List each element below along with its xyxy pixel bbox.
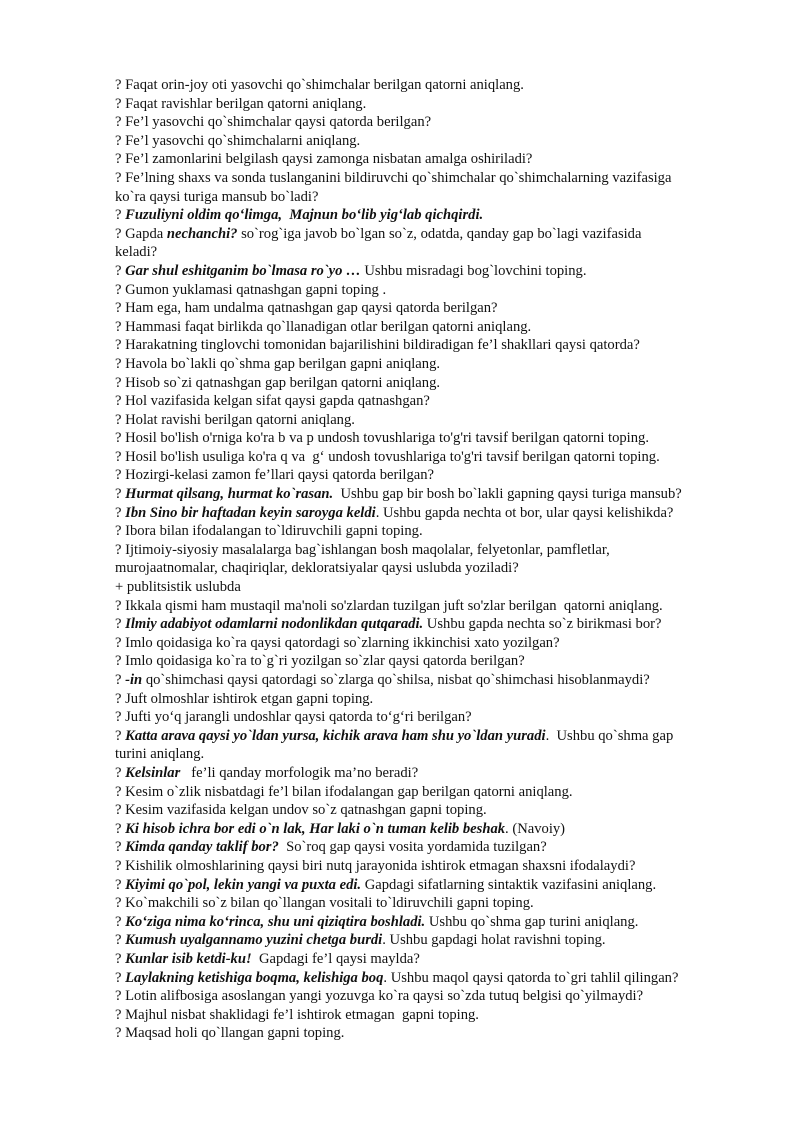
text-segment: ? Faqat ravishlar berilgan qatorni aniqlang. xyxy=(115,95,367,112)
question-line xyxy=(115,113,755,132)
question-line xyxy=(115,801,755,820)
text-segment: ? Hisob so`zi qatnashgan gap berilgan qatorni aniqlang. xyxy=(115,374,441,391)
text-segment: ? xyxy=(115,504,126,521)
text-segment: ? Jufti yo‘q jarangli undoshlar qaysi qatorda to‘g‘ri berilgan? xyxy=(115,709,472,726)
bold-italic-text: Ibn Sino bir haftadan keyin saroyga keldi xyxy=(125,504,376,521)
text-segment: ? Faqat orin-joy oti yasovchi qo`shimchalar berilgan qatorni aniqlang. xyxy=(115,77,524,93)
question-line xyxy=(115,243,755,262)
text-segment: ? Lotin alifbosiga asoslangan yangi yozuvga ko`ra qaysi so`zda tutuq belgisi qo`yilmaydi? xyxy=(115,988,644,1005)
question-line xyxy=(115,485,755,504)
text-segment: ? xyxy=(115,207,126,224)
text-segment: ? xyxy=(115,727,126,744)
bold-italic-text: Kimda qanday taklif bor? xyxy=(125,839,279,856)
question-line xyxy=(115,597,755,616)
text-segment: ? Ibora bilan ifodalangan to`ldiruvchili gapni toping. xyxy=(115,523,423,540)
text-segment: ? Hozirgi-kelasi zamon fe’llari qaysi qatorda berilgan? xyxy=(115,467,435,484)
text-segment: ? Ikkala qismi ham mustaqil ma'noli so'zlardan tuzilgan juft so'zlar berilgan qatorni aniqlang. xyxy=(115,597,663,614)
bold-italic-text: Ilmiy adabiyot odamlarni nodonlikdan qutqaradi. xyxy=(125,616,424,633)
text-segment: Gapdagi sifatlarning sintaktik vazifasini aniqlang. xyxy=(361,876,657,893)
text-segment: ? xyxy=(115,932,126,949)
text-segment: so`rog`iga javob bo`lgan so`z, odatda, qanday gap bo`lagi vazifasida xyxy=(237,225,642,242)
question-line xyxy=(115,652,755,671)
text-segment: ? Hosil bo'lish o'rniga ko'ra b va p undosh tovushlariga to'g'ri tavsif berilgan qatorni toping. xyxy=(115,430,649,447)
text-segment: ? xyxy=(115,913,126,930)
bold-italic-text: -in xyxy=(125,672,143,688)
text-segment: + publitsistik uslubda xyxy=(115,579,241,596)
text-segment: Ushbu gap bir bosh bo`lakli gapning qaysi turiga mansub? xyxy=(333,486,682,503)
text-segment: ? Kishilik olmoshlarining qaysi biri nutq jarayonida ishtirok etmagan shaxsni ifodalaydi? xyxy=(115,857,636,874)
question-line xyxy=(115,876,755,895)
question-line xyxy=(115,188,755,207)
question-line xyxy=(115,634,755,653)
question-line xyxy=(115,225,755,244)
text-segment: ? xyxy=(115,764,126,781)
question-line xyxy=(115,262,755,281)
bold-italic-text: Kunlar isib ketdi-ku! xyxy=(125,950,252,967)
question-line xyxy=(115,913,755,932)
text-segment: fe’li qanday morfologik ma’no beradi? xyxy=(180,764,419,781)
question-line xyxy=(115,411,755,430)
question-line xyxy=(115,392,755,411)
question-line xyxy=(115,374,755,393)
question-line xyxy=(115,950,755,969)
text-segment: ? Fe’lning shaxs va sonda tuslanganini bildiruvchi qo`shimchalar qo`shimchalarning vazifasiga xyxy=(115,169,672,186)
document-page xyxy=(115,76,755,1043)
question-line xyxy=(115,727,755,746)
text-segment: Gapdagi fe’l qaysi maylda? xyxy=(251,950,420,967)
text-segment: ? xyxy=(115,950,126,967)
question-line xyxy=(115,838,755,857)
bold-italic-text: nechanchi? xyxy=(166,225,238,242)
text-segment: . Ushbu qo`shma gap xyxy=(545,727,674,744)
text-segment: ? Juft olmoshlar ishtirok etgan gapni toping. xyxy=(115,690,374,707)
question-line xyxy=(115,820,755,839)
bold-italic-text: Ko‘ziga nima ko‘rinca, shu uni qiziqtira boshladi. xyxy=(125,913,426,930)
text-segment: ? xyxy=(115,486,126,503)
question-line xyxy=(115,76,755,95)
text-segment: qo`shimchasi qaysi qatordagi so`zlarga qo`shilsa, nisbat qo`shimchasi hisoblanmaydi? xyxy=(142,672,650,688)
text-segment: ? xyxy=(115,839,126,856)
bold-italic-text: Kumush uyalgannamo yuzini chetga burdi xyxy=(125,932,383,949)
text-segment: Ushbu misradagi bog`lovchini toping. xyxy=(360,262,587,279)
question-line xyxy=(115,466,755,485)
text-segment: ? Maqsad holi qo`llangan gapni toping. xyxy=(115,1025,345,1042)
bold-italic-text: Laylakning ketishiga boqma, kelishiga boq xyxy=(125,969,384,986)
text-segment: turini aniqlang. xyxy=(115,746,205,763)
text-segment: ko`ra qaysi turiga mansub bo`ladi? xyxy=(115,188,319,205)
text-segment: ? xyxy=(115,616,126,633)
question-line xyxy=(115,132,755,151)
text-segment: ? Ham ega, ham undalma qatnashgan gap qaysi qatorda berilgan? xyxy=(115,300,498,317)
text-segment: ? Ko`makchili so`z bilan qo`llangan vositali to`ldiruvchili gapni toping. xyxy=(115,895,534,912)
question-line xyxy=(115,318,755,337)
text-segment: ? Gumon yuklamasi qatnashgan gapni toping . xyxy=(115,281,387,298)
question-line xyxy=(115,522,755,541)
question-line xyxy=(115,764,755,783)
question-line xyxy=(115,745,755,764)
bold-italic-text: Kelsinlar xyxy=(125,764,181,781)
question-line xyxy=(115,336,755,355)
text-segment: ? Hammasi faqat birlikda qo`llanadigan otlar berilgan qatorni aniqlang. xyxy=(115,318,532,335)
text-segment: ? xyxy=(115,820,126,837)
text-segment: . Ushbu gapdagi holat ravishni toping. xyxy=(382,932,606,949)
question-line xyxy=(115,783,755,802)
text-segment: ? xyxy=(115,876,126,893)
text-segment: . Ushbu maqol qaysi qatorda to`gri tahlil qilingan? xyxy=(383,969,679,986)
question-line xyxy=(115,615,755,634)
question-line xyxy=(115,206,755,225)
question-line xyxy=(115,578,755,597)
text-segment: ? Kesim o`zlik nisbatdagi fe’l bilan ifodalangan gap berilgan qatorni aniqlang. xyxy=(115,783,573,800)
text-segment: ? Fe’l yasovchi qo`shimchalar qaysi qatorda berilgan? xyxy=(115,114,432,131)
question-line xyxy=(115,931,755,950)
text-segment: ? Fe’l zamonlarini belgilash qaysi zamonga nisbatan amalga oshiriladi? xyxy=(115,151,533,168)
bold-italic-text: Gar shul eshitganim bo`lmasa ro`yo … xyxy=(125,262,361,279)
bold-italic-text: Ki hisob ichra bor edi o`n lak, Har laki o`n tuman kelib beshak xyxy=(125,820,506,837)
question-line xyxy=(115,671,755,690)
text-segment: ? Imlo qoidasiga ko`ra to`g`ri yozilgan so`zlar qaysi qatorda berilgan? xyxy=(115,653,525,670)
text-segment: ? xyxy=(115,969,126,986)
question-line xyxy=(115,987,755,1006)
text-segment: ? Imlo qoidasiga ko`ra qaysi qatordagi so`zlarning ikkinchisi xato yozilgan? xyxy=(115,634,560,651)
question-line xyxy=(115,281,755,300)
question-line xyxy=(115,969,755,988)
question-line xyxy=(115,150,755,169)
question-line xyxy=(115,690,755,709)
text-segment: ? Majhul nisbat shaklidagi fe’l ishtirok etmagan gapni toping. xyxy=(115,1006,479,1023)
text-segment: ? Havola bo`lakli qo`shma gap berilgan gapni aniqlang. xyxy=(115,355,441,372)
text-segment: ? Holat ravishi berilgan qatorni aniqlang. xyxy=(115,411,355,428)
text-segment: ? Hol vazifasida kelgan sifat qaysi gapda qatnashgan? xyxy=(115,393,430,410)
text-segment: ? xyxy=(115,672,126,688)
question-line xyxy=(115,541,755,560)
question-line xyxy=(115,708,755,727)
text-segment: ? Gapda xyxy=(115,225,167,242)
question-line xyxy=(115,894,755,913)
question-line xyxy=(115,857,755,876)
text-segment: Ushbu gapda nechta so`z birikmasi bor? xyxy=(423,616,662,633)
question-line xyxy=(115,355,755,374)
question-line xyxy=(115,504,755,523)
text-segment: ? Kesim vazifasida kelgan undov so`z qatnashgan gapni toping. xyxy=(115,802,487,819)
text-segment: . Ushbu gapda nechta ot bor, ular qaysi kelishikda? xyxy=(375,504,674,521)
question-line xyxy=(115,299,755,318)
question-line xyxy=(115,429,755,448)
text-segment: ? Hosil bo'lish usuliga ko'ra q va g‘ undosh tovushlariga to'g'ri tavsif berilgan qatorni toping. xyxy=(115,448,660,465)
text-segment: ? Harakatning tinglovchi tomonidan bajarilishini bildiradigan fe’l shakllari qaysi qatorda? xyxy=(115,337,640,354)
text-segment: ? Ijtimoiy-siyosiy masalalarga bag`ishlangan bosh maqolalar, felyetonlar, pamfletlar, xyxy=(115,541,610,558)
text-segment: Ushbu qo`shma gap turini aniqlang. xyxy=(425,913,639,930)
bold-italic-text: Katta arava qaysi yo`ldan yursa, kichik arava ham shu yo`ldan yuradi xyxy=(125,727,546,744)
question-line xyxy=(115,1024,755,1043)
question-line xyxy=(115,1006,755,1025)
question-line xyxy=(115,169,755,188)
bold-italic-text: Hurmat qilsang, hurmat ko`rasan. xyxy=(125,486,334,503)
text-segment: ? Fe’l yasovchi qo`shimchalarni aniqlang. xyxy=(115,132,361,149)
bold-italic-text: Kiyimi qo`pol, lekin yangi va puxta edi. xyxy=(125,876,362,893)
text-segment: . (Navoiy) xyxy=(505,820,566,837)
bold-italic-text: Fuzuliyni oldim qo‘limga, Majnun bo‘lib yig‘lab qichqirdi. xyxy=(125,207,484,224)
question-line xyxy=(115,95,755,114)
text-segment: ? xyxy=(115,262,126,279)
question-line xyxy=(115,559,755,578)
text-segment: So`roq gap qaysi vosita yordamida tuzilgan? xyxy=(278,839,547,856)
question-line xyxy=(115,448,755,467)
text-segment: murojaatnomalar, chaqiriqlar, dekloratsiyalar qaysi uslubda yoziladi? xyxy=(115,560,519,577)
text-segment: keladi? xyxy=(115,244,158,261)
